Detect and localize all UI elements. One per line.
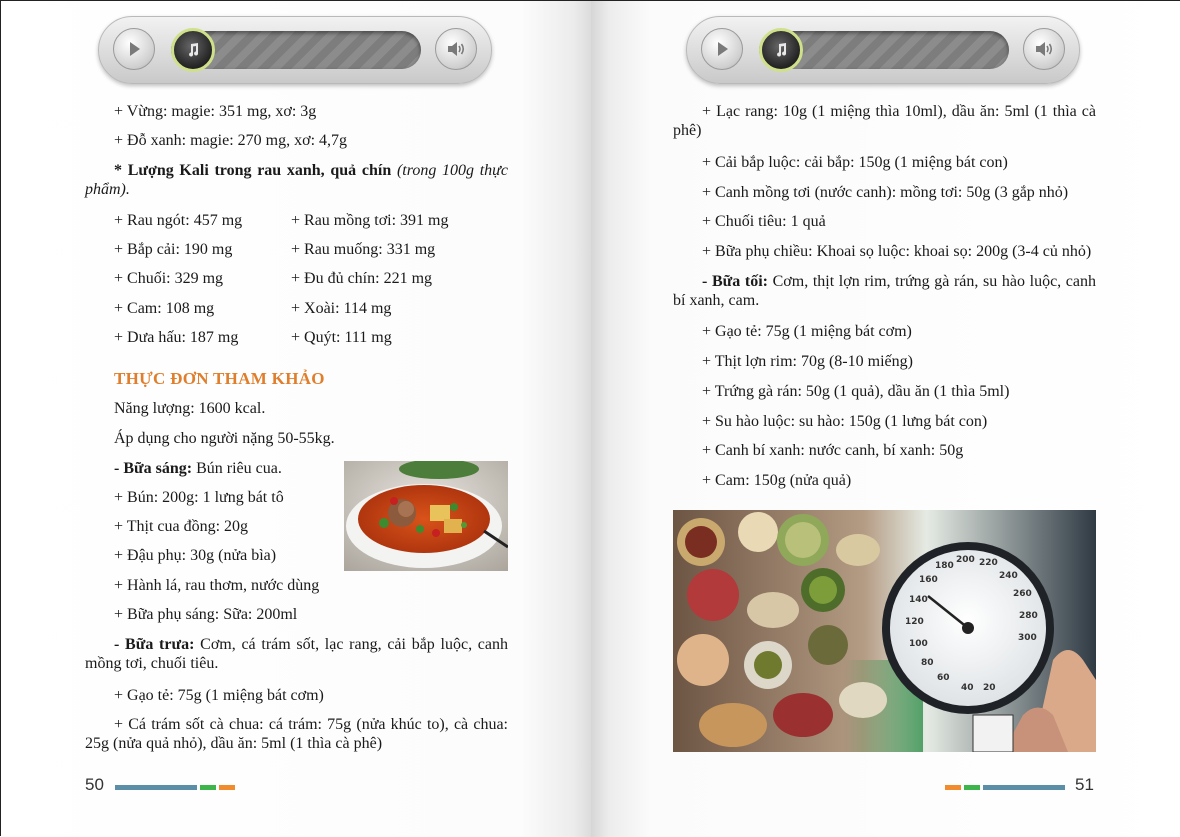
gauge-tick-label: 300 [1018,633,1037,643]
dinner-text: Cơm, thịt lợn rim, trứng gà rán, su hào luộc, canh bí xanh, cam. [673,273,1097,309]
volume-icon [1034,40,1054,58]
kali-item: + Xoài: 114 mg [291,300,392,317]
gauge-tick-label: 60 [937,673,950,683]
lunch-item: + Lạc rang: 10g (1 miệng thìa 10ml), dầu ăn: 5ml (1 thìa cà phê) [673,103,1096,139]
audio-progress-knob[interactable] [759,28,803,72]
kali-heading-italic: (trong 100g thực phẩm). [85,162,509,198]
lunch-label: - Bữa trưa: [114,636,195,653]
breakfast-item: + Thịt cua đồng: 20g [114,518,249,535]
lunch-item: + Bữa phụ chiều: Khoai sọ luộc: khoai sọ: 200g (3-4 củ nhỏ) [702,243,1092,260]
page-number: 50 [85,775,104,794]
volume-button[interactable] [1023,28,1065,70]
lunch-text: Cơm, cá trám sốt, lạc rang, cải bắp luộc, canh mồng tơi, chuối tiêu. [85,636,508,672]
gauge-tick-label: 240 [999,571,1018,581]
gauge-tick-label: 280 [1019,611,1038,621]
dinner-item: + Gạo tẻ: 75g (1 miệng bát cơm) [702,323,912,340]
footer-bar-blue [983,785,1065,790]
dinner-label: - Bữa tối: [702,273,768,290]
dinner-item: + Cam: 150g (nửa quả) [702,472,852,489]
kali-heading [85,161,508,199]
kali-heading-bold: * Lượng Kali trong rau xanh, quả chín [114,162,392,179]
lunch-item: + Chuối tiêu: 1 quả [702,213,826,230]
audio-player [686,16,1080,84]
kali-item: + Bắp cải: 190 mg [114,241,233,258]
play-icon [125,40,143,58]
kali-item: + Chuối: 329 mg [114,270,224,287]
lunch-item: + Canh mồng tơi (nước canh): mồng tơi: 50g (3 gắp nhỏ) [702,184,1069,201]
footer-bar-green [200,785,216,790]
text-line: + Đỗ xanh: magie: 270 mg, xơ: 4,7g [114,132,348,149]
menu-title: THỰC ĐƠN THAM KHẢO [114,369,325,388]
breakfast-item: + Hành lá, rau thơm, nước dùng [114,577,320,594]
gauge-tick-label: 20 [983,683,996,693]
music-note-icon [773,42,789,58]
page-number: 51 [1075,775,1094,794]
dinner-item: + Thịt lợn rim: 70g (8-10 miếng) [702,353,913,370]
breakfast-label: - Bữa sáng: [114,460,193,477]
kali-item: + Quýt: 111 mg [291,329,392,346]
lunch-item: + Gạo tẻ: 75g (1 miệng bát cơm) [114,687,324,704]
bun-rieu-soup-image [344,461,508,571]
gauge-tick-label: 160 [919,575,938,585]
audio-progress-knob[interactable] [171,28,215,72]
volume-icon [446,40,466,58]
gauge-tick-label: 260 [1013,589,1032,599]
gauge-tick-label: 220 [979,558,998,568]
play-icon [713,40,731,58]
gauge-tick-label: 120 [905,617,924,627]
dinner-item: + Trứng gà rán: 50g (1 quả), dầu ăn (1 thìa 5ml) [702,383,1010,400]
dinner-item: + Canh bí xanh: nước canh, bí xanh: 50g [702,442,964,459]
breakfast-item: + Đậu phụ: 30g (nửa bìa) [114,547,277,564]
text-line: + Vừng: magie: 351 mg, xơ: 3g [114,103,317,120]
left-page [1,1,591,837]
footer-bar-orange [219,785,235,790]
gauge-tick-label: 200 [956,555,975,565]
kali-item: + Rau muống: 331 mg [291,241,436,258]
gauge-tick-label: 40 [961,683,974,693]
breakfast-line [114,459,282,478]
audio-player [98,16,492,84]
lunch-paragraph [85,635,508,673]
kali-item: + Cam: 108 mg [114,300,215,317]
play-button[interactable] [113,28,155,70]
volume-button[interactable] [435,28,477,70]
food-and-blood-pressure-image [673,510,1096,752]
dinner-paragraph [673,272,1096,310]
music-note-icon [185,42,201,58]
footer-bar-green [964,785,980,790]
gauge-tick-label: 100 [909,639,928,649]
breakfast-text: Bún riêu cua. [196,460,282,477]
gauge-tick-label: 140 [909,595,928,605]
right-page [591,1,1180,837]
footer-bar-orange [945,785,961,790]
kali-item: + Rau mồng tơi: 391 mg [291,212,449,229]
kali-item: + Dưa hấu: 187 mg [114,329,239,346]
footer-bar-blue [115,785,197,790]
apply-text: Áp dụng cho người nặng 50-55kg. [114,430,335,447]
breakfast-item: + Bữa phụ sáng: Sữa: 200ml [114,606,298,623]
kali-item: + Đu đủ chín: 221 mg [291,270,433,287]
gauge-tick-label: 180 [935,561,954,571]
breakfast-item: + Bún: 200g: 1 lưng bát tô [114,489,284,506]
kali-item: + Rau ngót: 457 mg [114,212,243,229]
lunch-item: + Cá trám sốt cà chua: cá trám: 75g (nửa khúc to), cà chua: 25g (nửa quả nhỏ), dầu ăn: 5ml (1 thìa cà phê) [85,716,508,752]
lunch-item: + Cải bắp luộc: cải bắp: 150g (1 miệng bát con) [702,154,1008,171]
play-button[interactable] [701,28,743,70]
energy-text: Năng lượng: 1600 kcal. [114,400,266,417]
gauge-tick-label: 80 [921,658,934,668]
dinner-item: + Su hào luộc: su hào: 150g (1 lưng bát con) [702,413,988,430]
